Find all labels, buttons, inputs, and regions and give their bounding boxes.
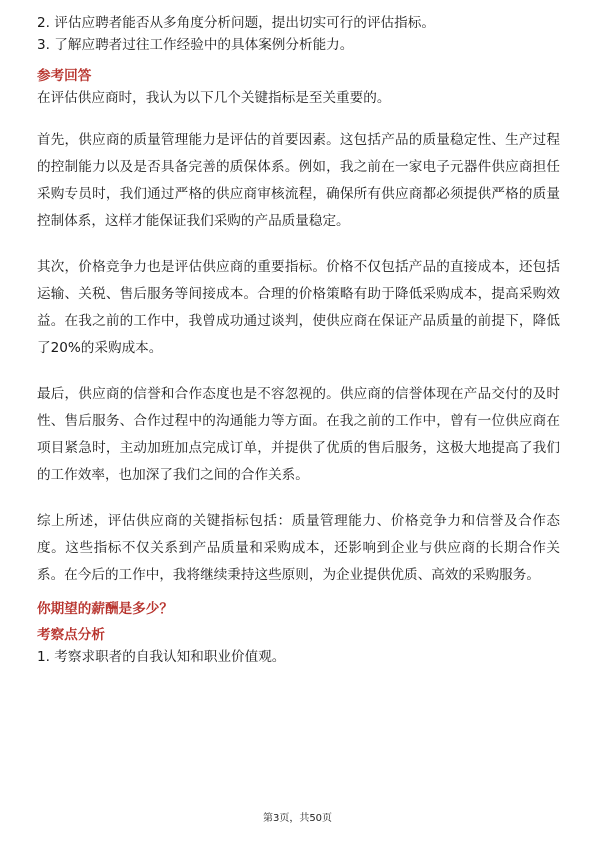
answer-intro: 在评估供应商时，我认为以下几个关键指标是至关重要的。 xyxy=(37,90,391,106)
analysis-heading: 考察点分析 xyxy=(37,627,105,643)
answer-heading: 参考回答 xyxy=(37,68,92,84)
list-item-2: 2. 评估应聘者能否从多角度分析问题，提出切实可行的评估指标。 xyxy=(37,15,435,31)
question-heading: 你期望的薪酬是多少？ xyxy=(37,601,173,617)
page-footer: 第3页，共50页 xyxy=(262,813,333,824)
paragraph-reputation: 最后，供应商的信誉和合作态度也是不容忽视的。供应商的信誉体现在产品交付的及时性、售后服务、合作过程中的沟通能力等方面。在我之前的工作中，曾有一位供应商在项目紧急时，主动加班加点完成订单，并提供了优质的售后服务，这极大地提高了我们的工作效率，也加深了我们之间的合作关系。 xyxy=(37,386,560,483)
paragraph-summary: 综上所述，评估供应商的关键指标包括：质量管理能力、价格竞争力和信誉及合作态度。这些指标不仅关系到产品质量和采购成本，还影响到企业与供应商的长期合作关系。在今后的工作中，我将继续秉持这些原则，为企业提供优质、高效的采购服务。 xyxy=(37,513,560,583)
analysis-item-1: 1. 考察求职者的自我认知和职业价值观。 xyxy=(37,649,286,665)
paragraph-price: 其次，价格竞争力也是评估供应商的重要指标。价格不仅包括产品的直接成本，还包括运输、关税、售后服务等间接成本。合理的价格策略有助于降低采购成本，提高采购效益。在我之前的工作中，我曾成功通过谈判，使供应商在保证产品质量的前提下，降低了20%的采购成本。 xyxy=(37,259,560,356)
document-page xyxy=(37,12,560,668)
paragraph-quality: 首先，供应商的质量管理能力是评估的首要因素。这包括产品的质量稳定性、生产过程的控制能力以及是否具备完善的质保体系。例如，我之前在一家电子元器件供应商担任采购专员时，我们通过严格的供应商审核流程，确保所有供应商都必须提供严格的质量控制体系，这样才能保证我们采购的产品质量稳定。 xyxy=(37,132,560,229)
list-item-3: 3. 了解应聘者过往工作经验中的具体案例分析能力。 xyxy=(37,37,354,53)
